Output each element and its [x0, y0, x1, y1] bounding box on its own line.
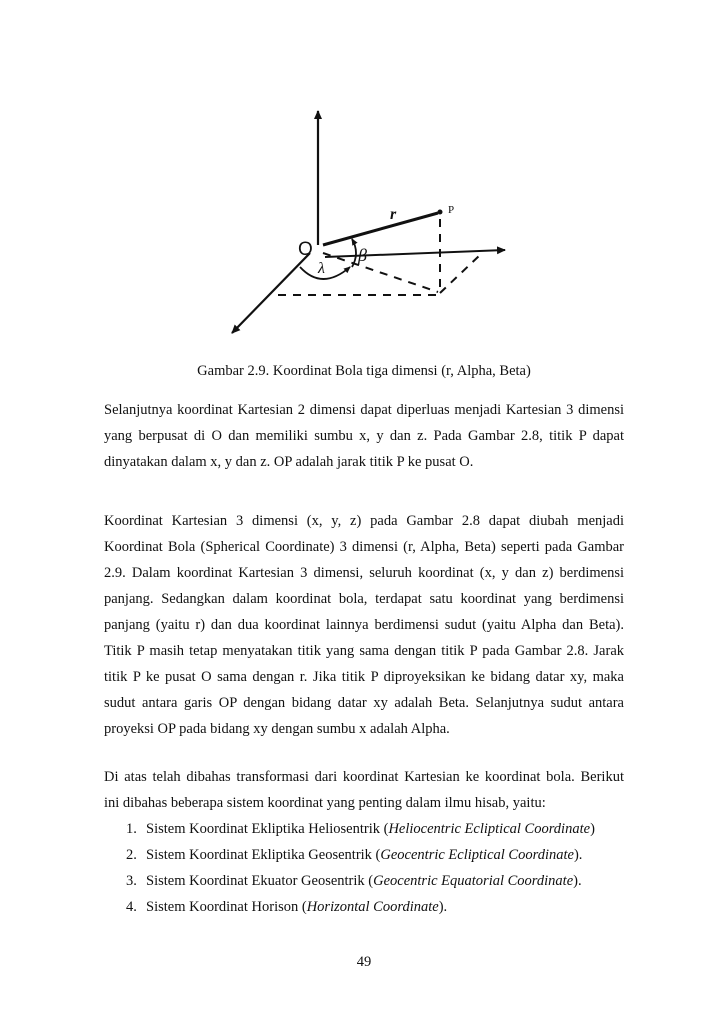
figure-caption: Gambar 2.9. Koordinat Bola tiga dimensi (r, Alpha, Beta): [197, 363, 531, 379]
paragraph-line: sudut antara garis OP dengan bidang datar xy adalah Beta. Selanjutnya sudut antara: [104, 695, 624, 711]
paragraph-line: Koordinat Kartesian 3 dimensi (x, y, z) pada Gambar 2.8 dapat diubah menjadi: [104, 513, 624, 529]
point-label: P: [448, 204, 455, 216]
list-item: 2. Sistem Koordinat Ekliptika Geosentrik (Geocentric Ecliptical Coordinate).: [126, 847, 583, 863]
paragraph-line: ini dibahas beberapa sistem koordinat yang penting dalam ilmu hisab, yaitu:: [104, 795, 546, 811]
beta-label: β: [358, 245, 367, 265]
paragraph-line: Koordinat Bola (Spherical Coordinate) 3 dimensi (r, Alpha, Beta) seperti pada Gambar: [104, 539, 624, 555]
paragraph-line: Selanjutnya koordinat Kartesian 2 dimensi dapat diperluas menjadi Kartesian 3 dimensi: [104, 402, 624, 418]
lambda-arc: [300, 267, 350, 279]
y-axis: [325, 250, 505, 257]
paragraph-line: proyeksi OP pada bidang xy dengan sumbu x adalah Alpha.: [104, 721, 450, 737]
paragraph-line: Titik P masih tetap menyatakan titik yang sama dengan titik P pada Gambar 2.8. Jarak: [104, 643, 624, 659]
paragraph-3: [104, 764, 624, 816]
paragraph-line: yang berpusat di O dan memiliki sumbu x, y dan z. Pada Gambar 2.8, titik P dapat: [104, 428, 624, 444]
radius-line: [323, 213, 438, 245]
paragraph-1: [104, 397, 624, 475]
paragraph-line: panjang (yaitu r) dan dua koordinat lainnya berdimensi sudut (yaitu Alpha dan Beta).: [104, 617, 624, 633]
origin-label: O: [298, 239, 313, 260]
list-item: 4. Sistem Koordinat Horison (Horizontal Coordinate).: [126, 899, 448, 915]
lambda-label: λ: [318, 260, 325, 277]
paragraph-2: [104, 508, 624, 742]
list-item: 1. Sistem Koordinat Ekliptika Heliosentrik (Heliocentric Ecliptical Coordinate): [126, 821, 595, 837]
spherical-coordinate-figure: [200, 95, 530, 355]
projection-line: [323, 253, 438, 292]
list-item: 3. Sistem Koordinat Ekuator Geosentrik (Geocentric Equatorial Coordinate).: [126, 873, 582, 889]
paragraph-line: 2.9. Dalam koordinat Kartesian 3 dimensi, seluruh koordinat (x, y dan z) berdimensi: [104, 565, 624, 581]
page-number: 49: [356, 954, 372, 970]
paragraph-line: panjang. Sedangkan dalam koordinat bola, terdapat satu koordinat yang berdimensi: [104, 591, 624, 607]
paragraph-line: dinyatakan dalam x, y dan z. OP adalah jarak titik P ke pusat O.: [104, 454, 474, 470]
projection-to-y: [440, 255, 480, 293]
paragraph-line: titik P ke pusat O sama dengan r. Jika titik P diproyeksikan ke bidang datar xy, maka: [104, 669, 624, 685]
coordinate-diagram: [200, 95, 530, 355]
coordinate-system-list: [126, 816, 595, 920]
point-p-dot: [438, 210, 443, 215]
paragraph-line: Di atas telah dibahas transformasi dari koordinat Kartesian ke koordinat bola. Berikut: [104, 769, 624, 785]
x-axis: [232, 253, 310, 333]
radius-label: r: [390, 206, 397, 223]
